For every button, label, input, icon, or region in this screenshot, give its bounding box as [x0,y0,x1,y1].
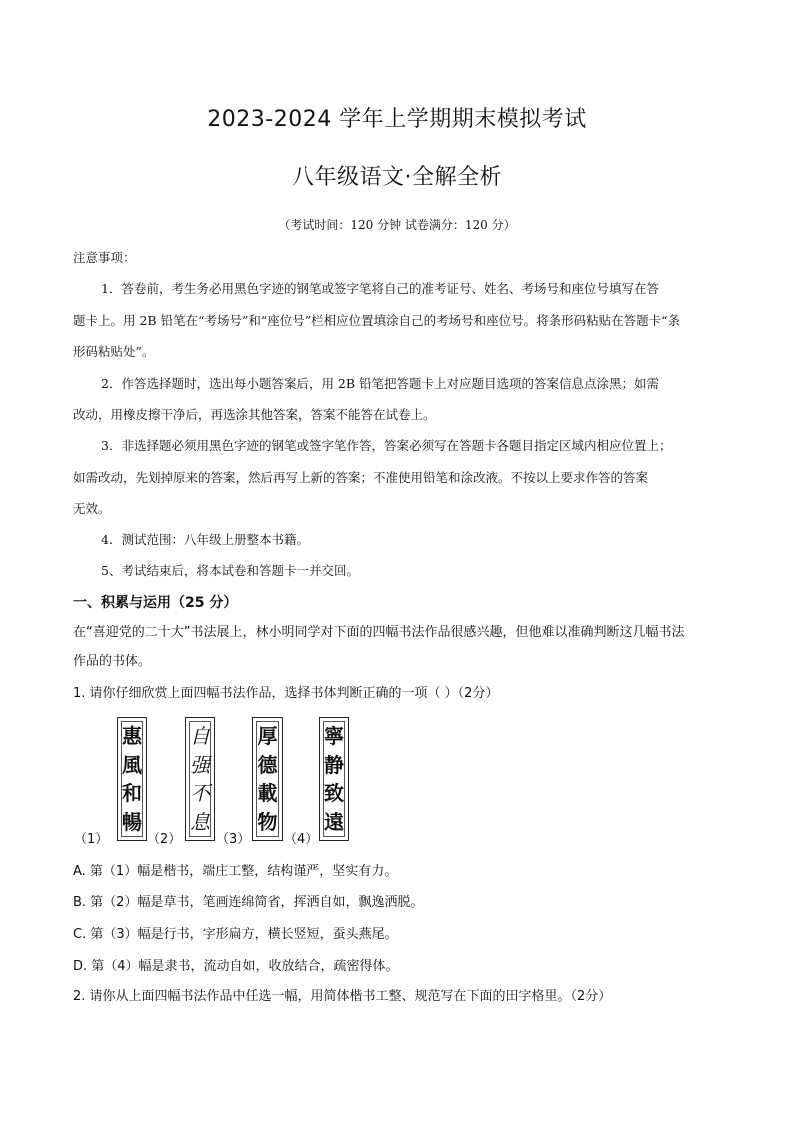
note-1-line-2: 题卡上。用 2B 铅笔在“考场号”和“座位号”栏相应位置填涂自己的考场号和座位号。将条形码粘贴在答题卡“条 [73,313,681,328]
note-2-line-2: 改动，用橡皮擦干净后，再选涂其他答案，答案不能答在试卷上。 [73,407,436,422]
calligraphy-char: 惠 [122,724,142,749]
calligraphy-scroll-3 [252,717,283,841]
calligraphy-char: 暢 [122,809,142,834]
calligraphy-label-3: （3） [216,832,251,847]
calligraphy-char: 厚 [257,724,278,749]
note-3-line-2: 如需改动，先划掉原来的答案，然后再写上新的答案；不准使用铅笔和涂改液。不按以上要求作答的答案 [73,470,649,485]
exam-info: （考试时间：120 分钟 试卷满分：120 分） [278,218,516,232]
note-5: 5、考试结束后，将本试卷和答题卡一并交回。 [101,563,359,578]
note-3-line-1: 3．非选择题必须用黑色字迹的钢笔或签字笔作答，答案必须写在答题卡各题目指定区域内相应位置上； [101,438,672,453]
calligraphy-label-2: （2） [147,832,182,847]
section-heading: 一、积累与运用（25 分） [73,595,238,611]
intro-line-1: 在“喜迎党的二十大”书法展上，林小明同学对下面的四幅书法作品很感兴趣，但他难以准确判断这几幅书法 [73,625,685,640]
calligraphy-char: 德 [257,752,278,777]
calligraphy-char: 强 [190,752,210,777]
note-2-line-1: 2．作答选择题时，选出每小题答案后，用 2B 铅笔把答题卡上对应题目选项的答案信息点涂黑；如需 [101,376,660,391]
exam-title: 2023-2024 学年上学期期末模拟考试 [207,107,587,132]
calligraphy-scroll-1 [117,717,147,841]
calligraphy-char: 物 [257,809,278,834]
calligraphy-char: 風 [122,752,142,777]
note-1-line-3: 形码粘贴处”。 [73,344,155,359]
option-c: C. 第（3）幅是行书，字形扁方，横长竖短，蚕头燕尾。 [73,927,398,942]
calligraphy-scroll-4 [319,717,349,841]
option-d: D. 第（4）幅是隶书，流动自如，收放结合，疏密得体。 [73,959,399,974]
note-4: 4．测试范围：八年级上册整本书籍。 [101,532,309,547]
question-2: 2. 请你从上面四幅书法作品中任选一幅，用简体楷书工整、规范写在下面的田字格里。（2分） [73,989,612,1004]
calligraphy-char: 和 [122,781,142,806]
calligraphy-scroll-2 [185,717,215,841]
calligraphy-char: 不 [190,781,210,806]
calligraphy-label-1: （1） [74,832,109,847]
notes-heading: 注意事项： [73,250,136,265]
calligraphy-label-4: （4） [284,832,319,847]
calligraphy-char: 静 [324,752,344,777]
calligraphy-char: 寧 [324,724,344,749]
note-1-line-1: 1．答卷前，考生务必用黑色字迹的钢笔或签字笔将自己的准考证号、姓名、考场号和座位号填写在答 [101,281,659,296]
calligraphy-char: 自 [190,724,210,749]
calligraphy-char: 遠 [324,809,344,834]
calligraphy-char: 息 [190,809,210,834]
option-a: A. 第（1）幅是楷书，端庄工整，结构谨严，坚实有力。 [73,864,398,879]
option-b: B. 第（2）幅是草书，笔画连绵简省，挥洒自如，飘逸洒脱。 [73,895,424,910]
exam-subtitle: 八年级语文·全解全析 [292,165,502,190]
calligraphy-char: 載 [257,781,278,806]
question-1: 1. 请你仔细欣赏上面四幅书法作品，选择书体判断正确的一项（ ）（2分） [73,686,499,701]
intro-line-2: 作品的书体。 [73,654,152,669]
note-3-line-3: 无效。 [73,501,111,516]
calligraphy-char: 致 [324,781,344,806]
